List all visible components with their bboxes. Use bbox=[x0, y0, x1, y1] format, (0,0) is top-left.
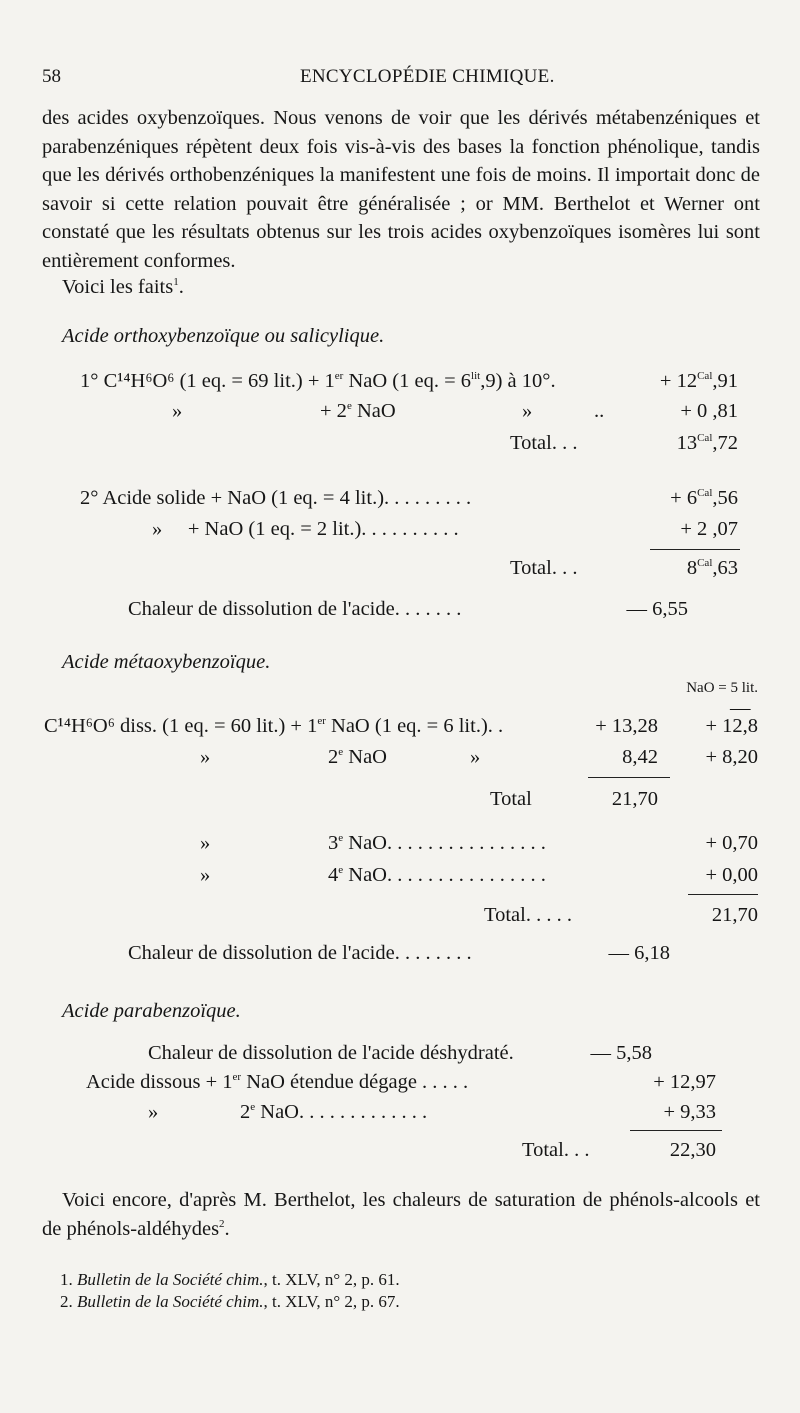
closing-text: Voici encore, d'après M. Berthelot, les chaleurs de saturation de phénols-alcools et de phénols-aldéhydes bbox=[42, 1189, 760, 1240]
value-decimal: ,72 bbox=[712, 432, 738, 454]
ortho-row-2-sup: e bbox=[346, 400, 352, 412]
para-row-3-sup: e bbox=[250, 1101, 256, 1113]
ortho-row-2 bbox=[320, 400, 396, 423]
para-row-3-pre: 2 bbox=[240, 1101, 251, 1123]
ortho-row-1-end: ,9) à 10°. bbox=[480, 370, 556, 392]
ortho-total-label: Total. . . bbox=[510, 432, 578, 454]
value-main: 8 bbox=[686, 557, 698, 579]
para-row-3-ditto: » bbox=[148, 1101, 159, 1123]
intro-paragraph: des acides oxybenzoïques. Nous venons de voir que les dérivés métabenzéniques et parabenzéniques répètent deux fois vis-à-vis des bases la fonction phénolique, tandis que les dérivés orthobenzéniques la manifestent une fois de moins. Il importait donc de savoir si cette relation pouvait être généralisée ; or MM. Berthelot et Werner ont constaté que les résultats obtenus sur les trois acides oxybenzoïques isomères lui sont entièrement conformes. bbox=[42, 107, 760, 272]
meta-row-2-value-1: 8,42 bbox=[622, 746, 658, 768]
footnote-title: Bulletin de la Société chim. bbox=[77, 1270, 264, 1289]
meta-total-label: Total bbox=[490, 788, 532, 810]
value-decimal: ,63 bbox=[712, 557, 738, 579]
para-row-2-value: + 12,97 bbox=[653, 1071, 716, 1093]
meta-row-4-ditto: » bbox=[200, 864, 211, 886]
ortho-row-1-rest: NaO (1 eq. = 6 bbox=[343, 370, 472, 392]
ortho-row-1-lit-sup: lit bbox=[471, 370, 481, 382]
ortho-dissolution-value: — 6,55 bbox=[626, 598, 688, 620]
ortho-row-4-value: + 2 ,07 bbox=[680, 518, 738, 540]
footnote-ref: , t. XLV, n° 2, p. 61. bbox=[263, 1270, 400, 1289]
sum-rule bbox=[688, 894, 758, 895]
meta-row-3-value: + 0,70 bbox=[705, 832, 758, 854]
section-heading-ortho: Acide orthoxybenzoïque ou salicylique. bbox=[62, 325, 385, 347]
para-row-1-value: — 5,58 bbox=[590, 1042, 652, 1064]
ortho-row-1 bbox=[80, 370, 556, 393]
meta-row-4-sup: e bbox=[338, 864, 344, 876]
page-number: 58 bbox=[42, 66, 61, 87]
footnote-2 bbox=[60, 1292, 400, 1312]
footnote-number: 2. bbox=[60, 1292, 73, 1311]
meta-row-2 bbox=[328, 746, 387, 769]
sum-rule bbox=[650, 549, 740, 550]
footnote-ref-1: 1 bbox=[173, 276, 179, 288]
value-decimal: ,91 bbox=[712, 370, 738, 392]
ortho-dissolution: Chaleur de dissolution de l'acide. . . . . . . bbox=[128, 598, 462, 620]
ortho-row-2-ditto2: » bbox=[522, 400, 533, 422]
meta-row-1 bbox=[44, 715, 503, 738]
meta-row-4-pre: 4 bbox=[328, 864, 339, 886]
footnote-number: 1. bbox=[60, 1270, 73, 1289]
section-heading-para: Acide parabenzoïque. bbox=[62, 1000, 241, 1022]
meta-row-1-value-1: + 13,28 bbox=[595, 715, 658, 737]
value-unit: Cal bbox=[697, 487, 713, 499]
sum-rule bbox=[630, 1130, 722, 1131]
para-row-2-post: NaO étendue dégage . . . . . bbox=[241, 1071, 469, 1093]
para-row-3-value: + 9,33 bbox=[663, 1101, 716, 1123]
value-unit: Cal bbox=[697, 370, 713, 382]
ortho-row-2-value: + 0 ,81 bbox=[680, 400, 738, 422]
meta-row-3 bbox=[328, 832, 546, 855]
running-title: ENCYCLOPÉDIE CHIMIQUE. bbox=[300, 66, 555, 87]
meta-row-3-post: NaO. . . . . . . . . . . . . . . . bbox=[343, 832, 546, 854]
value-main: + 6 bbox=[670, 487, 698, 509]
ortho-row-1-sup: er bbox=[334, 370, 344, 382]
para-row-1: Chaleur de dissolution de l'acide déshydraté. bbox=[148, 1042, 514, 1064]
meta-column-dash: — bbox=[730, 697, 751, 719]
ortho-total-value bbox=[677, 432, 738, 455]
meta-dissolution-value: — 6,18 bbox=[608, 942, 670, 964]
meta-row-2-post: NaO bbox=[343, 746, 387, 768]
para-row-2 bbox=[86, 1071, 468, 1094]
meta-row-3-pre: 3 bbox=[328, 832, 339, 854]
meta-row-2-ditto2: » bbox=[470, 746, 481, 768]
footnote-ref: , t. XLV, n° 2, p. 67. bbox=[263, 1292, 400, 1311]
ortho-row-4: » + NaO (1 eq. = 2 lit.). . . . . . . . . . bbox=[152, 518, 459, 540]
meta-row-1-pre: C¹⁴H⁶O⁶ diss. (1 eq. = 60 lit.) + 1 bbox=[44, 715, 318, 737]
para-row-3-post: NaO. . . . . . . . . . . . . bbox=[255, 1101, 428, 1123]
closing-paragraph bbox=[42, 1186, 760, 1243]
meta-total2-value: 21,70 bbox=[711, 904, 758, 926]
ortho-total2-value bbox=[687, 557, 738, 580]
para-total-value: 22,30 bbox=[669, 1139, 716, 1161]
footnote-1 bbox=[60, 1270, 400, 1290]
meta-row-4 bbox=[328, 864, 546, 887]
para-row-2-pre: Acide dissous + 1 bbox=[86, 1071, 233, 1093]
faits-line: Voici les faits$^1$. bbox=[62, 276, 184, 298]
meta-row-4-value: + 0,00 bbox=[705, 864, 758, 886]
value-decimal: ,56 bbox=[712, 487, 738, 509]
ortho-row-1-formula: 1° C¹⁴H⁶O⁶ (1 eq. = 69 lit.) + 1 bbox=[80, 370, 335, 392]
meta-row-3-ditto: » bbox=[200, 832, 211, 854]
footnote-ref-2: 2 bbox=[219, 1217, 225, 1230]
ortho-row-1-value bbox=[660, 370, 738, 393]
meta-dissolution: Chaleur de dissolution de l'acide. . . . . . . . bbox=[128, 942, 472, 964]
para-row-3 bbox=[240, 1101, 427, 1124]
ortho-total2-label: Total. . . bbox=[510, 557, 578, 579]
para-row-2-sup: er bbox=[232, 1071, 242, 1083]
value-main: + 12 bbox=[659, 370, 698, 392]
closing-end: . bbox=[224, 1217, 230, 1240]
meta-row-1-post: NaO (1 eq. = 6 lit.). . bbox=[325, 715, 504, 737]
value-main: 13 bbox=[676, 432, 698, 454]
ortho-row-3-value bbox=[670, 487, 738, 510]
meta-row-3-sup: e bbox=[338, 832, 344, 844]
meta-total-value: 21,70 bbox=[611, 788, 658, 810]
meta-row-4-post: NaO. . . . . . . . . . . . . . . . bbox=[343, 864, 546, 886]
meta-total2-label: Total. . . . . bbox=[484, 904, 572, 926]
faits-label: Voici les faits bbox=[62, 276, 174, 298]
value-unit: Cal bbox=[697, 432, 713, 444]
sum-rule bbox=[588, 777, 670, 778]
meta-row-1-sup: er bbox=[317, 715, 326, 727]
meta-row-2-sup: e bbox=[338, 746, 344, 758]
footnote-title: Bulletin de la Société chim. bbox=[77, 1292, 264, 1311]
ortho-row-2-dots: .. bbox=[594, 400, 605, 422]
section-heading-meta: Acide métaoxybenzoïque. bbox=[62, 651, 271, 673]
ortho-row-3: 2° Acide solide + NaO (1 eq. = 4 lit.). . . . . . . . . bbox=[80, 487, 472, 509]
meta-row-2-value-2: + 8,20 bbox=[705, 746, 758, 768]
ortho-row-2-pre: + 2 bbox=[320, 400, 347, 422]
ortho-row-2-post: NaO bbox=[351, 400, 396, 422]
para-total-label: Total. . . bbox=[522, 1139, 590, 1161]
value-unit: Cal bbox=[697, 557, 713, 569]
ortho-row-2-ditto: » bbox=[172, 400, 183, 422]
meta-row-2-ditto: » bbox=[200, 746, 211, 768]
meta-column-note: NaO = 5 lit. bbox=[686, 680, 758, 696]
meta-row-2-pre: 2 bbox=[328, 746, 339, 768]
meta-row-1-value-2: + 12,8 bbox=[705, 715, 758, 737]
